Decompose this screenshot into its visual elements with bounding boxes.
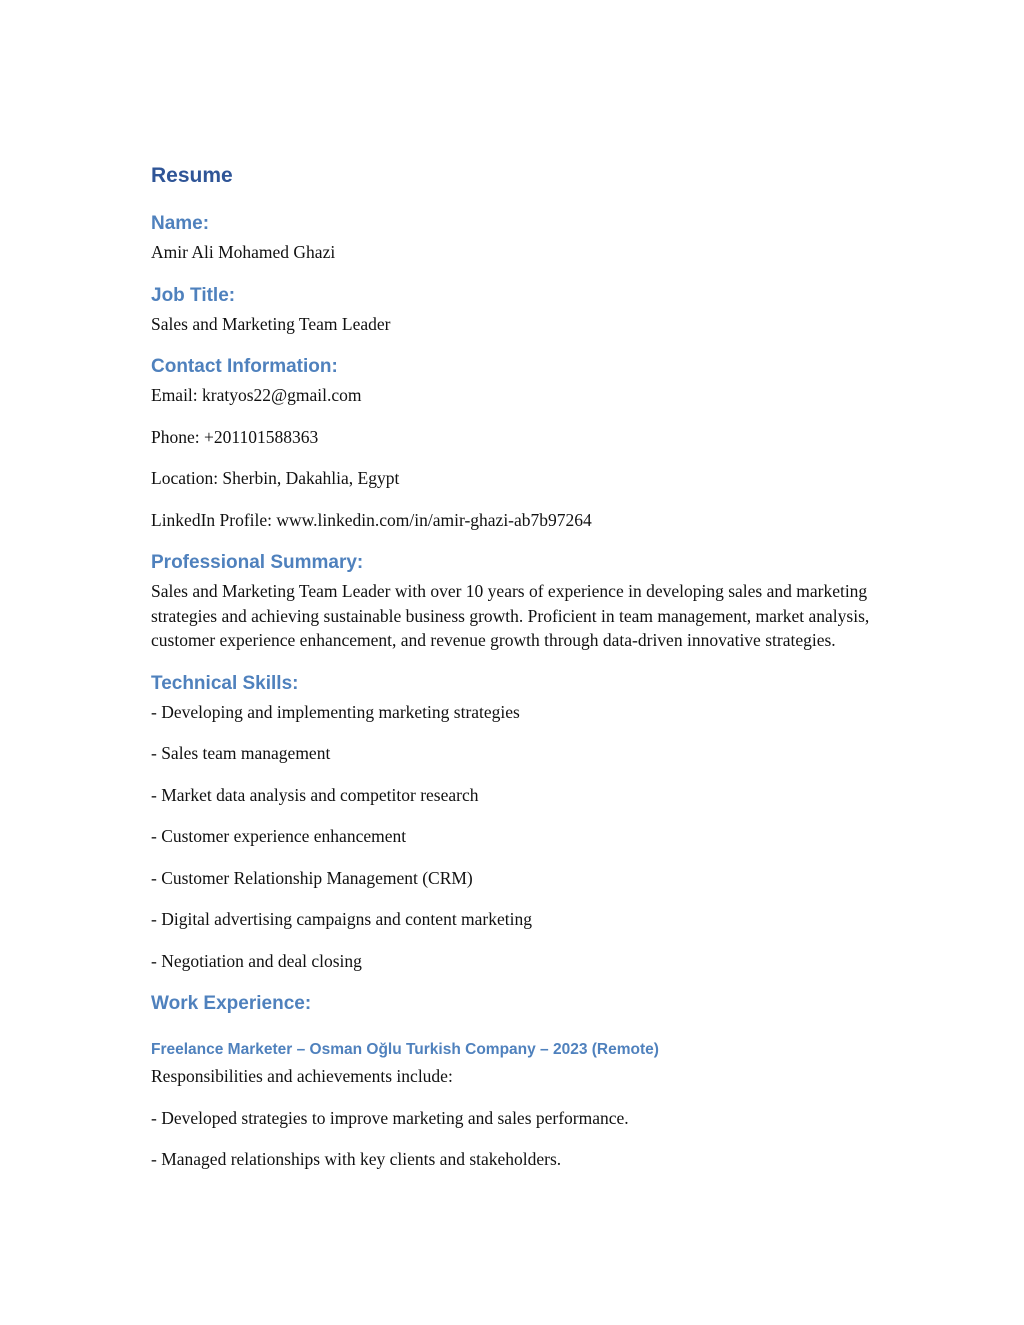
job-intro: Responsibilities and achievements include: [151,1066,453,1086]
skill-item: - Customer experience enhancement [151,826,407,846]
job-title-value: Sales and Marketing Team Leader [151,313,391,334]
experience-heading: Work Experience: [151,993,312,1014]
contact-phone: Phone: +201101588363 [151,426,319,447]
job-title-heading: Job Title: [151,284,236,306]
job-responsibility: - Managed relationships with key clients and stakeholders. [151,1149,562,1169]
name-heading: Name: [151,213,210,234]
job-responsibility: - Developed strategies to improve marketing and sales performance. [151,1107,629,1128]
skill-item: - Digital advertising campaigns and content marketing [151,909,533,929]
skill-item: - Developing and implementing marketing strategies [151,701,520,722]
resume-page [151,160,881,1172]
skill-item: - Market data analysis and competitor research [151,784,479,805]
contact-email: Email: kratyos22@gmail.com [151,385,362,405]
skill-item: - Customer Relationship Management (CRM) [151,867,473,888]
skill-item: - Negotiation and deal closing [151,950,362,971]
skills-heading: Technical Skills: [151,672,299,694]
summary-text: Sales and Marketing Team Leader with over 10 years of experience in developing sales and marketing strategies and achieving sustainable business growth. Proficient in team management, market analysis, customer experience enhancement, and revenue growth through data-driven innovative strategies. [151,581,870,650]
document-title: Resume [151,164,233,187]
skill-item: - Sales team management [151,743,331,763]
job-title-line: Freelance Marketer – Osman Oğlu Turkish Company – 2023 (Remote) [151,1041,659,1058]
name-value: Amir Ali Mohamed Ghazi [151,242,336,262]
contact-linkedin: LinkedIn Profile: www.linkedin.com/in/amir-ghazi-ab7b97264 [151,509,592,530]
contact-heading: Contact Information: [151,356,338,377]
summary-heading: Professional Summary: [151,552,364,573]
contact-location: Location: Sherbin, Dakahlia, Egypt [151,468,400,488]
